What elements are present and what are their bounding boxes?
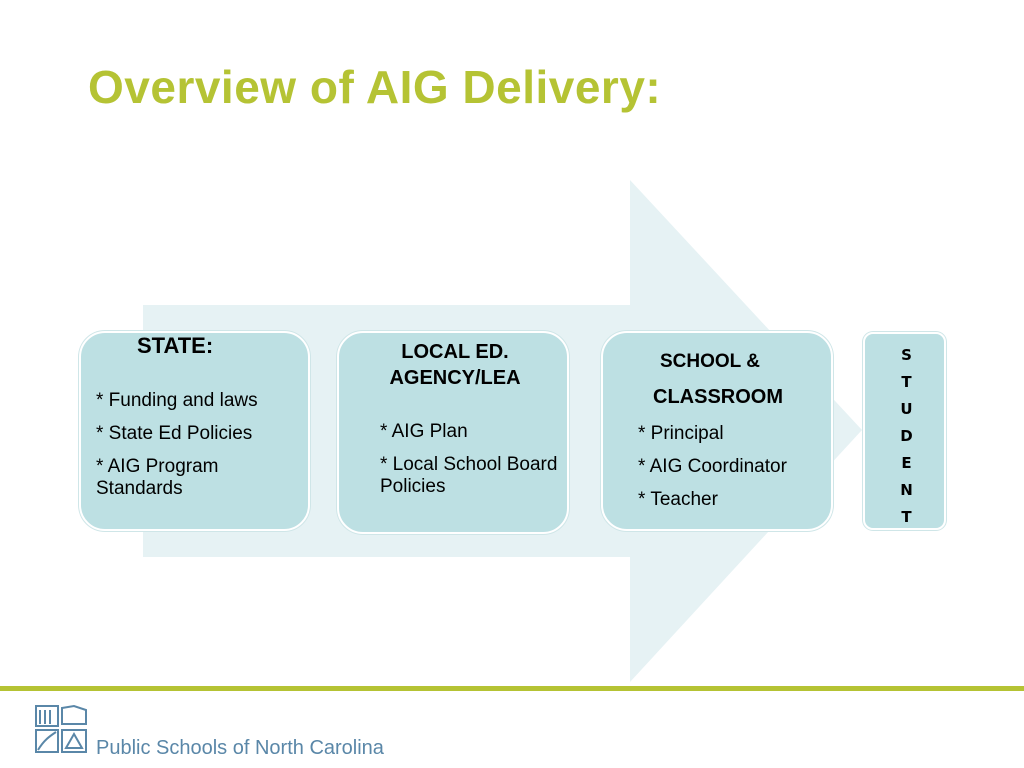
state-item: * State Ed Policies	[96, 423, 253, 444]
school-item: * Teacher	[638, 489, 718, 510]
student-letter: N	[900, 481, 913, 499]
school-item: * Principal	[638, 423, 724, 444]
student-letter: S	[901, 346, 912, 364]
student-letter: T	[901, 508, 912, 526]
school-item: * AIG Coordinator	[638, 456, 787, 477]
lea-box	[337, 331, 569, 534]
school-heading-line2: CLASSROOM	[653, 386, 783, 408]
student-box	[863, 332, 946, 530]
slide-title: Overview of AIG Delivery:	[88, 61, 662, 113]
school-heading-line1: SCHOOL &	[660, 351, 760, 372]
dpi-logo-icon	[34, 704, 90, 760]
lea-item: * AIG Plan	[380, 421, 468, 442]
student-letter: D	[900, 427, 913, 445]
state-item: * AIG Program Standards	[96, 456, 219, 499]
lea-heading	[339, 339, 571, 391]
footer-divider	[0, 686, 1024, 691]
state-items	[96, 390, 301, 511]
footer-org-name: Public Schools of North Carolina	[96, 737, 384, 759]
school-box	[601, 331, 833, 531]
school-items	[638, 423, 833, 522]
lea-item: * Local School Board Policies	[380, 454, 558, 497]
lea-heading-line2: AGENCY/LEA	[389, 367, 521, 389]
student-letter: U	[900, 400, 913, 418]
state-item: * Funding and laws	[96, 390, 258, 411]
student-letter: T	[901, 373, 912, 391]
lea-items	[380, 421, 560, 509]
state-heading: STATE:	[137, 333, 214, 358]
student-letters	[865, 342, 948, 531]
state-box	[79, 331, 310, 531]
student-letter: E	[901, 454, 912, 472]
lea-heading-line1: LOCAL ED.	[401, 341, 509, 363]
